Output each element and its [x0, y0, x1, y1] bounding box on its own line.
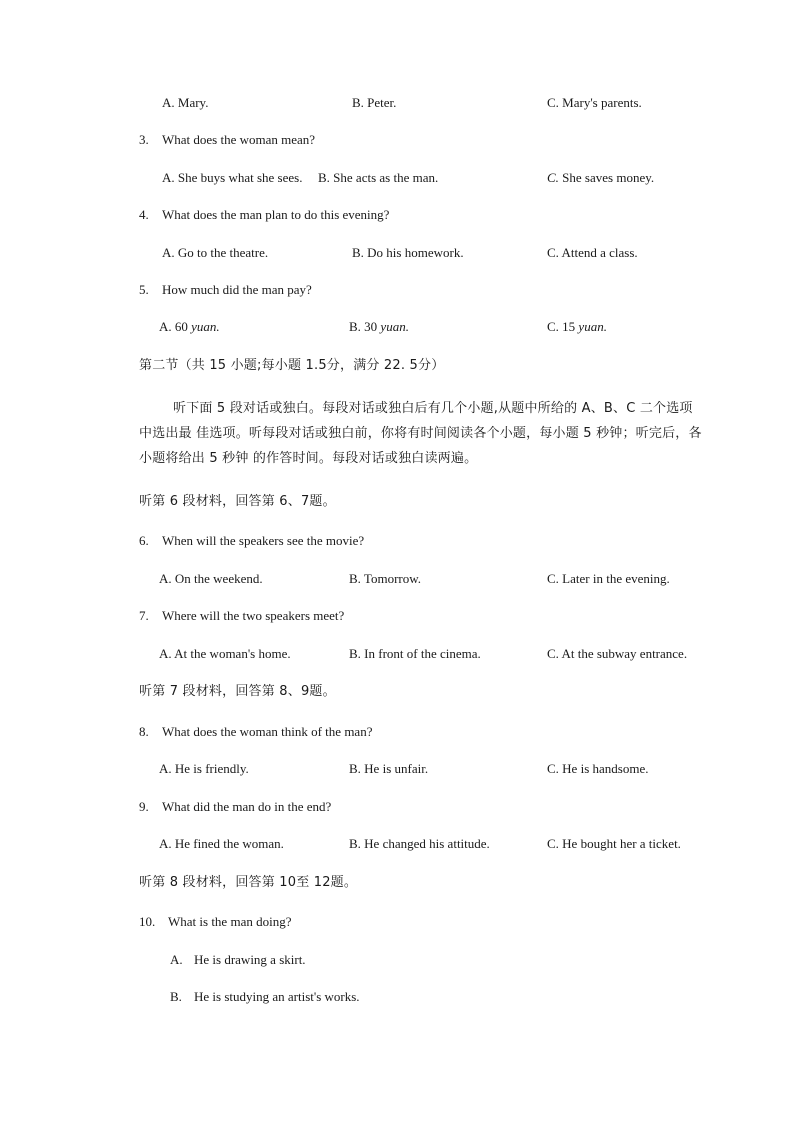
q6-option-b: B. Tomorrow.: [349, 571, 422, 586]
q8-option-b: B. He is unfair.: [349, 761, 429, 776]
q5-option-b: B. 30 yuan.: [349, 319, 409, 334]
q9-option-b: B. He changed his attitude.: [349, 836, 490, 851]
section-2-instructions: 听下面 5 段对话或独白。每段对话或独白后有几个小题,从题中所给的 A、B、C 二个选项中选出最 佳选项。听每段对话或独白前，你将有时间阅读各个小题，每小题 5 秒钟；听完后，各小题将给出 5 秒钟 的作答时间。每段对话或独白读两遍。: [139, 401, 702, 466]
option-text: He is studying an artist's works.: [194, 989, 360, 1004]
question-3: [139, 132, 315, 148]
q3-option-b: B. She acts as the man.: [318, 170, 439, 185]
question-text: What does the woman mean?: [162, 132, 316, 147]
q4-option-a: A. Go to the theatre.: [162, 245, 269, 260]
question-number: 8.: [139, 724, 149, 739]
q10-option-a: [170, 952, 306, 968]
question-text: What does the man plan to do this evening?: [162, 207, 390, 222]
currency-unit: yuan.: [578, 319, 607, 334]
q4-option-c: C. Attend a class.: [547, 245, 638, 260]
question-number: 3.: [139, 132, 149, 147]
question-text: What does the woman think of the man?: [162, 724, 373, 739]
q2-option-b: B. Peter.: [352, 95, 397, 110]
q2-option-c: C. Mary's parents.: [547, 95, 642, 110]
question-8: [139, 724, 372, 740]
q7-option-b: B. In front of the cinema.: [349, 646, 481, 661]
q5-option-a: A. 60 yuan.: [159, 319, 220, 334]
question-5: [139, 282, 312, 298]
question-9: [139, 799, 331, 815]
material-6-heading: 听第 6 段材料，回答第 6、7题。: [139, 494, 336, 509]
q3-option-a: A. She buys what she sees.: [162, 170, 303, 185]
question-10: [139, 914, 291, 930]
material-7-heading: 听第 7 段材料，回答第 8、9题。: [139, 684, 336, 699]
question-number: 4.: [139, 207, 149, 222]
q7-option-a: A. At the woman's home.: [159, 646, 291, 661]
option-letter: B.: [170, 989, 182, 1004]
question-4: [139, 207, 389, 223]
option-letter: C.: [547, 170, 559, 185]
currency-unit: yuan.: [380, 319, 409, 334]
question-number: 9.: [139, 799, 149, 814]
q6-option-c: C. Later in the evening.: [547, 571, 670, 586]
q10-option-b: [170, 989, 360, 1005]
q2-option-a: A. Mary.: [162, 95, 209, 110]
material-8-heading: 听第 8 段材料，回答第 10至 12题。: [139, 875, 358, 890]
question-number: 6.: [139, 533, 149, 548]
question-number: 5.: [139, 282, 149, 297]
question-text: Where will the two speakers meet?: [162, 608, 345, 623]
question-text: What is the man doing?: [168, 914, 292, 929]
q6-option-a: A. On the weekend.: [159, 571, 263, 586]
question-text: What did the man do in the end?: [162, 799, 332, 814]
section-2-heading: 第二节（共 15 小题;每小题 1.5分，满分 22. 5分）: [139, 358, 445, 373]
question-number: 7.: [139, 608, 149, 623]
option-text: She saves money.: [558, 170, 655, 185]
q9-option-a: A. He fined the woman.: [159, 836, 284, 851]
question-number: 10.: [139, 914, 156, 929]
q8-option-c: C. He is handsome.: [547, 761, 649, 776]
q3-option-c: [547, 170, 654, 186]
q9-option-c: C. He bought her a ticket.: [547, 836, 681, 851]
option-letter: A.: [170, 952, 183, 967]
question-6: [139, 533, 364, 549]
question-text: How much did the man pay?: [162, 282, 312, 297]
question-7: [139, 608, 344, 624]
q8-option-a: A. He is friendly.: [159, 761, 249, 776]
q4-option-b: B. Do his homework.: [352, 245, 464, 260]
q5-option-c: C. 15 yuan.: [547, 319, 607, 334]
question-text: When will the speakers see the movie?: [162, 533, 365, 548]
q7-option-c: C. At the subway entrance.: [547, 646, 688, 661]
currency-unit: yuan.: [191, 319, 220, 334]
option-text: He is drawing a skirt.: [194, 952, 306, 967]
